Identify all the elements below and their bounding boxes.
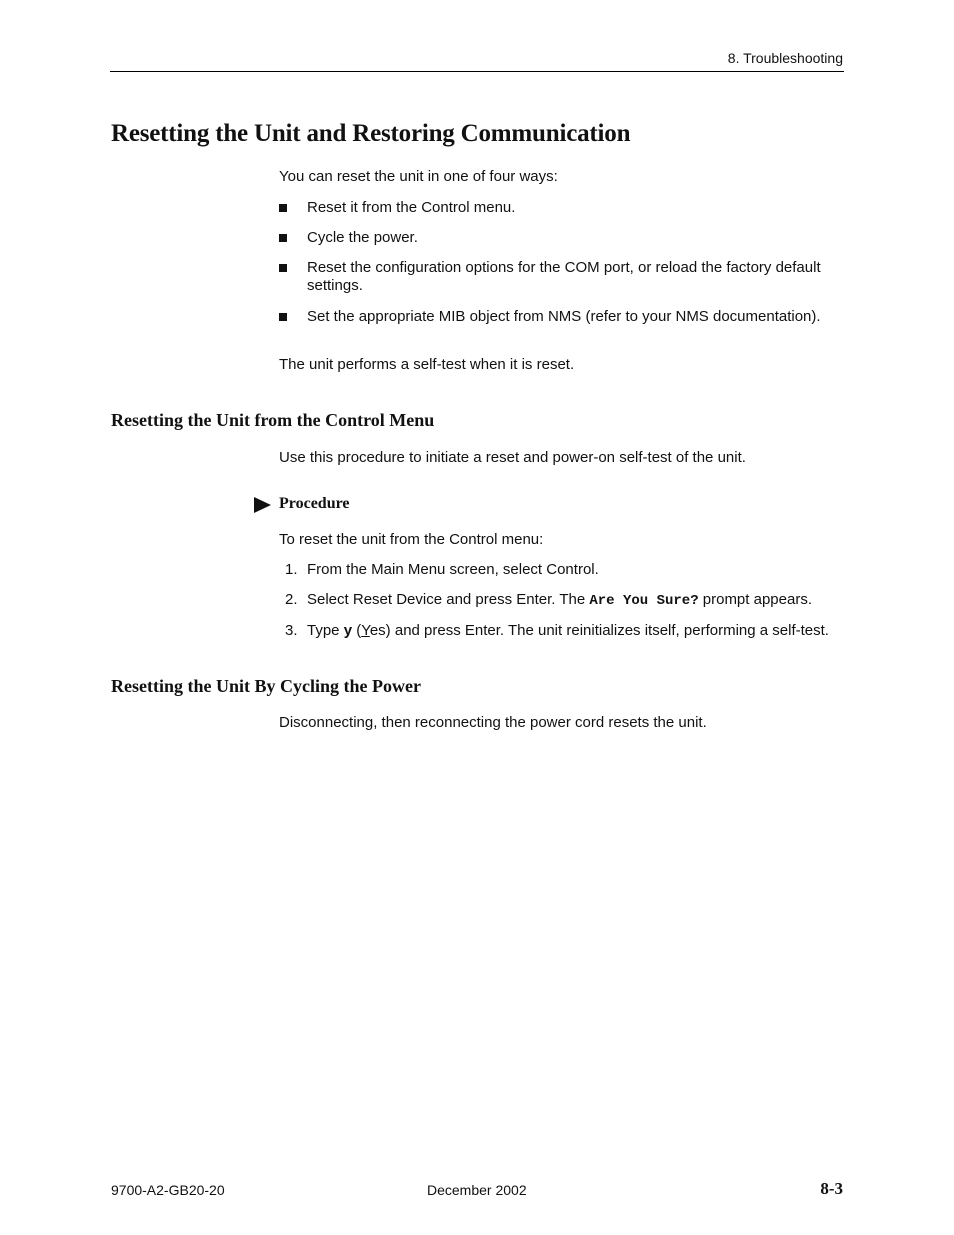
section-heading-control-menu: Resetting the Unit from the Control Menu <box>111 410 435 430</box>
intro-text: You can reset the unit in one of four ways: <box>279 168 558 185</box>
prompt-code: Are You Sure? <box>589 593 699 609</box>
self-test-note: The unit performs a self-test when it is reset. <box>279 356 575 373</box>
square-bullet-icon <box>279 234 287 242</box>
control-menu-description: Use this procedure to initiate a reset and power-on self-test of the unit. <box>279 449 746 466</box>
procedure-intro: To reset the unit from the Control menu: <box>279 531 544 548</box>
procedure-arrow-icon <box>254 497 271 513</box>
procedure-label: Procedure <box>279 495 350 512</box>
running-header: 8. Troubleshooting <box>727 50 843 66</box>
square-bullet-icon <box>279 313 287 321</box>
square-bullet-icon <box>279 264 287 272</box>
header-rule <box>110 71 844 72</box>
cycling-power-description: Disconnecting, then reconnecting the power cord resets the unit. <box>279 714 707 731</box>
page-title: Resetting the Unit and Restoring Communication <box>111 120 631 147</box>
page-number: 8-3 <box>820 1179 843 1198</box>
square-bullet-icon <box>279 204 287 212</box>
key-y: y <box>343 622 353 639</box>
footer-doc-number: 9700-A2-GB20-20 <box>111 1182 225 1198</box>
section-heading-cycling-power: Resetting the Unit By Cycling the Power <box>111 676 421 696</box>
footer-date: December 2002 <box>427 1182 527 1198</box>
